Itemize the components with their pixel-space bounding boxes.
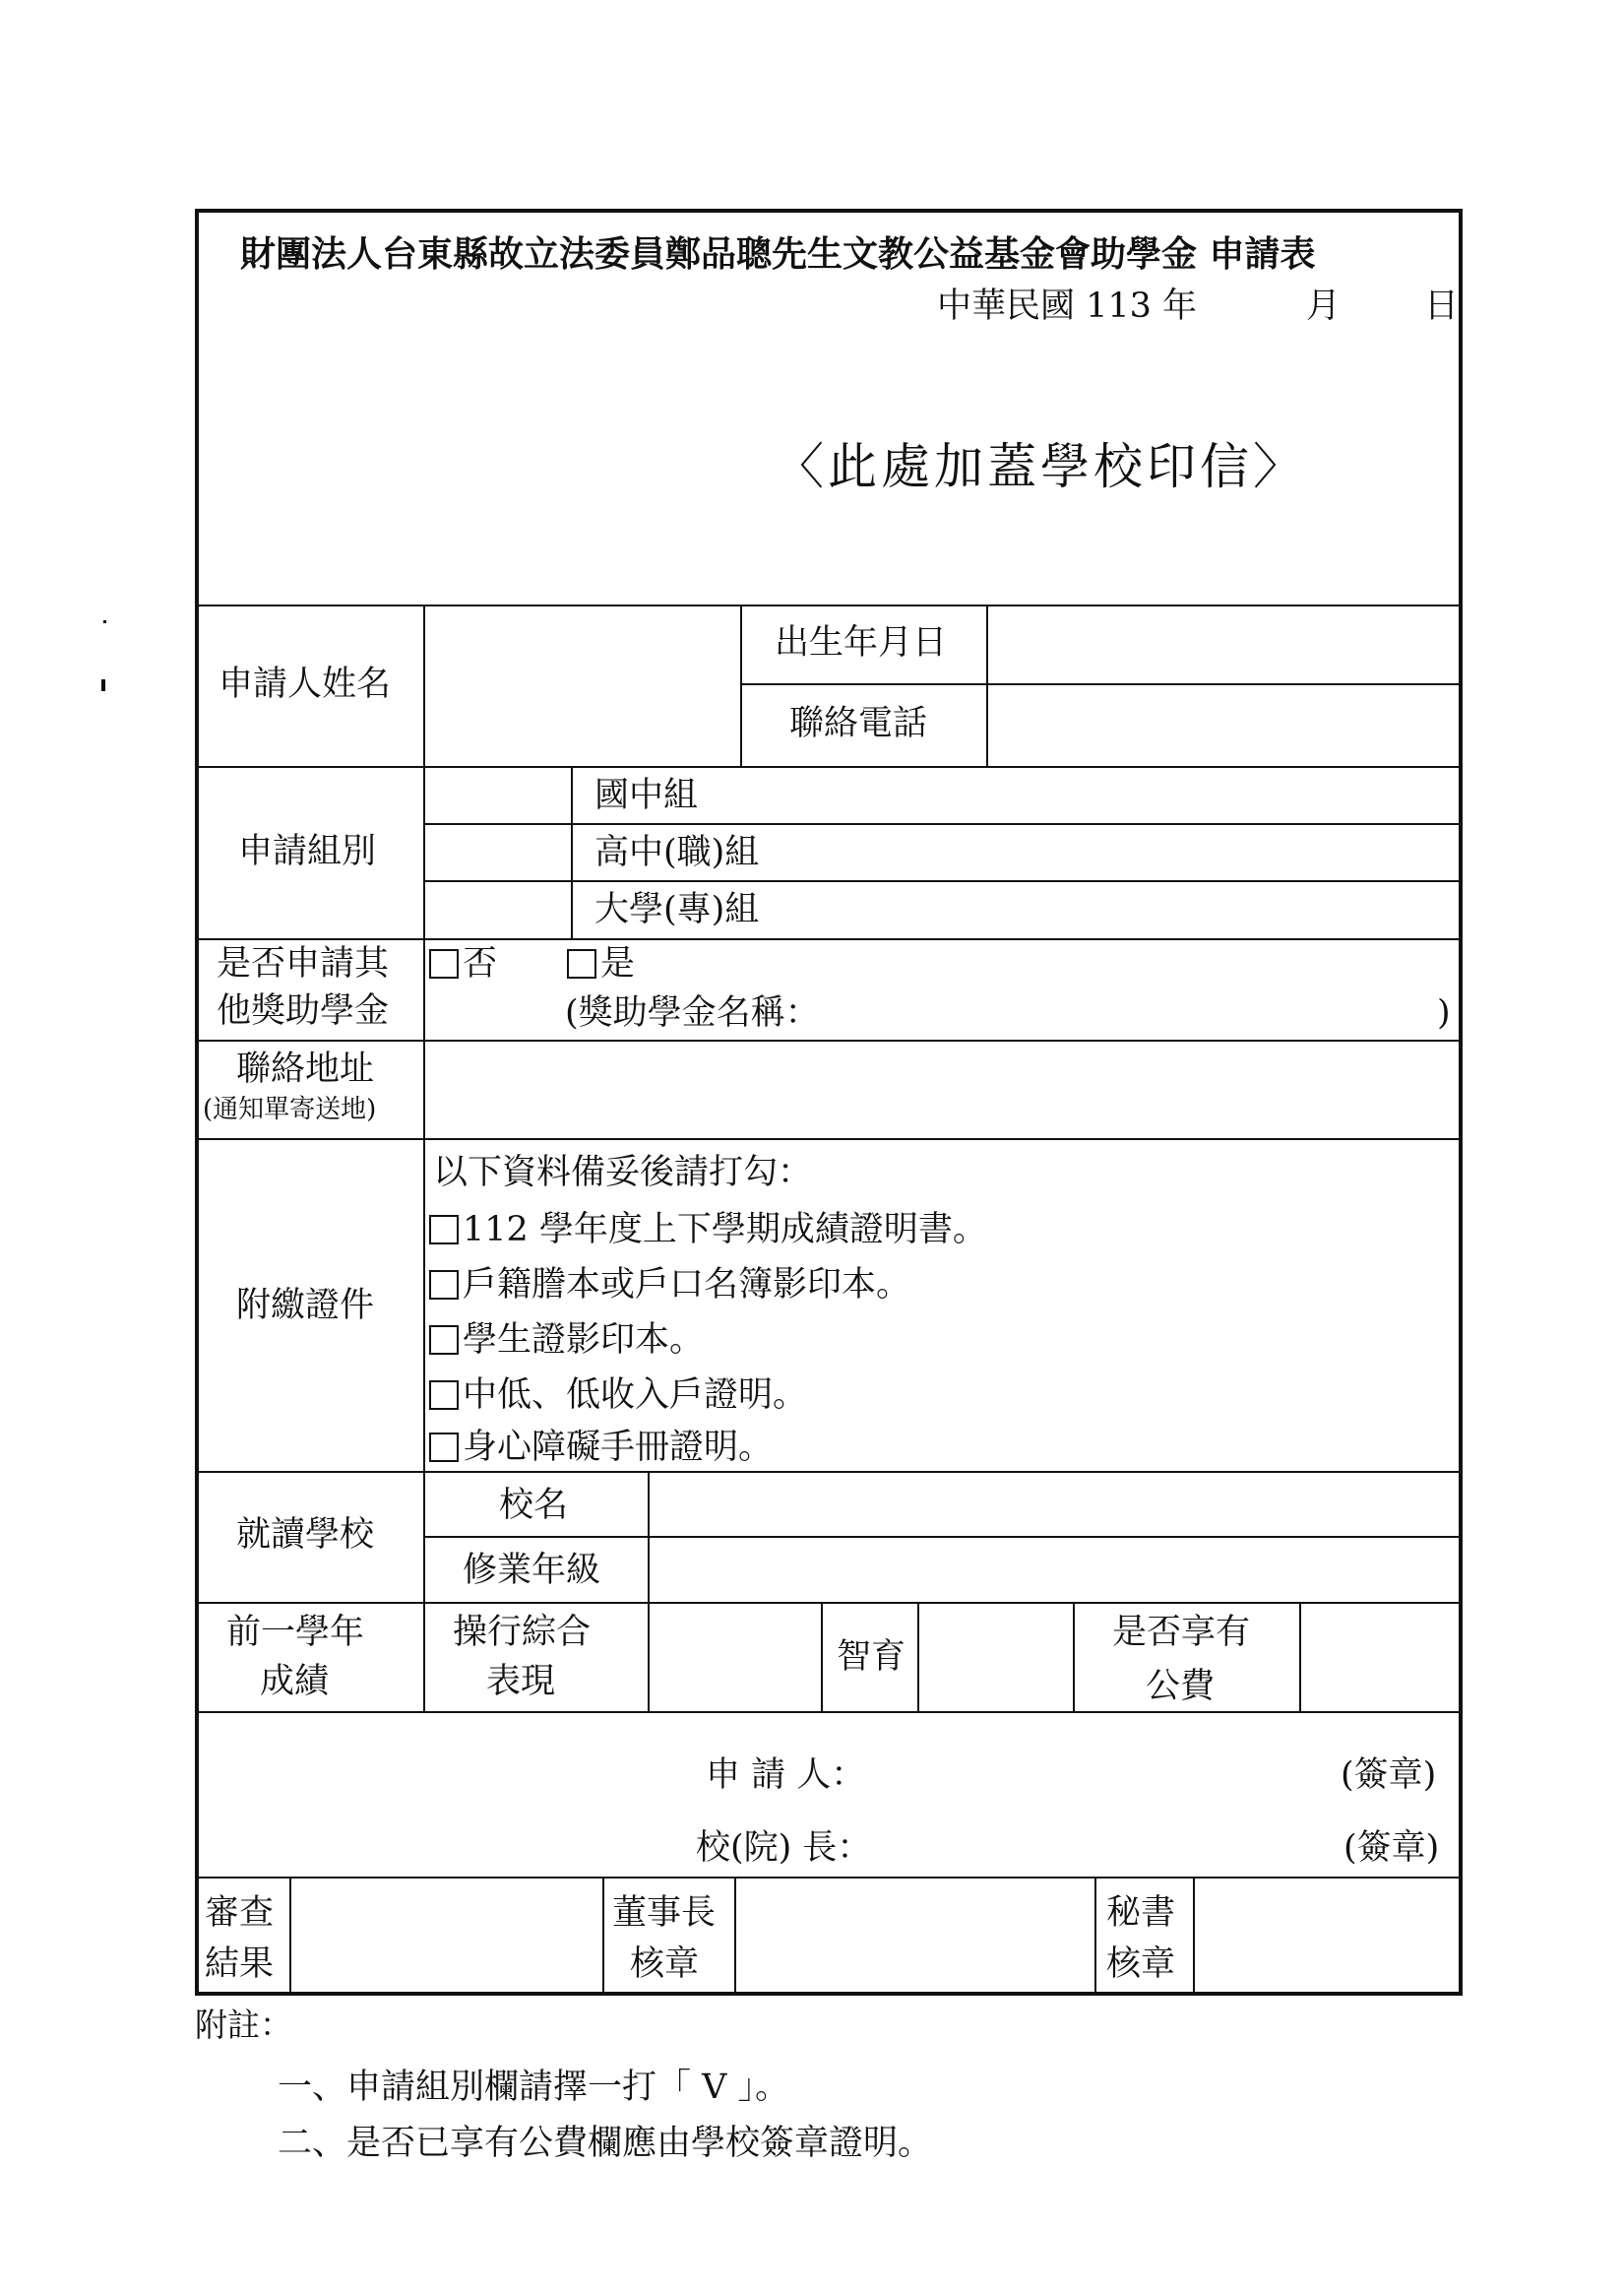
secretary-label-1: 秘書 [1106,1893,1176,1933]
divider [199,605,1459,606]
no-label: 否 [463,944,498,984]
intellect-score-field[interactable] [921,1606,1071,1709]
scan-dot [103,620,106,623]
grades-label-2: 成績 [260,1662,330,1701]
subsidy-label-2: 公費 [1146,1667,1216,1706]
group-label: 申請組別 [238,832,377,871]
divider [199,766,1459,768]
subsidy-field[interactable] [1303,1606,1455,1709]
grade-level-field[interactable] [652,1540,1455,1600]
scholarship-name-suffix: ) [1437,993,1451,1033]
checkbox-icon[interactable] [429,1380,459,1410]
divider [648,1471,650,1711]
divider [199,1602,1459,1604]
attachment-item[interactable]: 身心障礙手冊證明。 [429,1431,773,1465]
chairman-seal-field[interactable] [738,1880,1093,1992]
scholarship-name-prefix: (獎助學金名稱： [565,993,820,1033]
secretary-label-2: 核章 [1106,1944,1176,1984]
divider [423,1536,1459,1538]
divider [1299,1602,1301,1711]
divider [734,1877,736,1992]
conduct-label-1: 操行綜合 [453,1613,592,1652]
attachment-item[interactable]: 學生證影印本。 [429,1323,704,1358]
form-title: 財團法人台東縣故立法委員鄭品聰先生文教公益基金會助學金 申請表 [240,233,1316,275]
divider [740,605,742,766]
divider [199,1040,1459,1042]
principal-seal-label: (簽章) [1343,1828,1440,1868]
school-stamp-note: 〈此處加蓋學校印信〉 [775,438,1306,495]
date-month: 月 [1306,287,1342,326]
divider [740,683,1459,685]
other-scholarship-yes[interactable] [567,944,636,984]
group-option-college: 大學(專)組 [594,890,760,929]
notes-heading: 附註： [195,2006,292,2044]
school-label: 就讀學校 [236,1515,375,1555]
conduct-label-2: 表現 [486,1662,556,1701]
divider [1193,1877,1195,1992]
date-day: 日 [1424,287,1460,326]
group-check-senior[interactable] [427,827,569,878]
attachment-item[interactable]: 中低、低收入戶證明。 [429,1378,807,1413]
divider [1094,1877,1096,1992]
divider [423,880,1459,882]
divider [821,1602,823,1711]
divider [423,605,425,1711]
note-item: 二、是否已享有公費欄應由學校簽章證明。 [278,2124,933,2163]
divider [423,823,1459,825]
applicant-seal-label: (簽章) [1341,1755,1437,1795]
divider [199,1711,1459,1713]
other-scholarship-label-1: 是否申請其 [217,944,390,984]
review-result-label-1: 審查 [205,1893,275,1933]
divider [199,1877,1459,1879]
scan-mark [101,679,105,691]
date-year: 中華民國 113 年 [937,287,1198,326]
checkbox-icon[interactable] [567,949,596,979]
birth-date-label: 出生年月日 [775,623,948,663]
intellect-label: 智育 [837,1637,906,1677]
divider [289,1877,291,1992]
attachments-label: 附繳證件 [236,1286,375,1325]
group-check-junior[interactable] [427,770,569,821]
divider [199,938,1459,940]
phone-label: 聯絡電話 [789,704,928,743]
checkbox-icon[interactable] [429,1270,459,1300]
divider [986,605,988,766]
school-name-field[interactable] [652,1475,1455,1534]
other-scholarship-label-2: 他獎助學金 [217,991,390,1031]
principal-signature-label: 校(院) 長： [696,1828,872,1868]
note-item: 一、申請組別欄請擇一打「 V 」。 [278,2068,790,2107]
address-label: 聯絡地址 [236,1050,375,1089]
phone-field[interactable] [990,687,1455,764]
divider [199,1471,1459,1473]
group-check-college[interactable] [427,884,569,936]
chairman-label-1: 董事長 [612,1893,717,1933]
secretary-seal-field[interactable] [1197,1880,1455,1992]
divider [571,766,573,938]
divider [1073,1602,1075,1711]
applicant-name-label: 申請人姓名 [219,665,392,704]
review-result-label-2: 結果 [205,1944,275,1984]
group-option-junior: 國中組 [594,776,699,815]
review-result-field[interactable] [293,1880,600,1992]
checkbox-icon[interactable] [429,1433,459,1462]
grades-label-1: 前一學年 [226,1613,365,1652]
conduct-score-field[interactable] [652,1606,819,1709]
divider [917,1602,919,1711]
checkbox-icon[interactable] [429,1215,459,1244]
chairman-label-2: 核章 [630,1944,700,1984]
other-scholarship-no[interactable] [429,944,498,984]
application-form [195,209,1463,1996]
checkbox-icon[interactable] [429,1325,459,1355]
attachments-intro: 以下資料備妥後請打勾： [433,1153,813,1192]
subsidy-label-1: 是否享有 [1112,1613,1251,1652]
applicant-signature-label: 申 請 人： [706,1755,866,1795]
birth-date-field[interactable] [990,608,1455,681]
checkbox-icon[interactable] [429,949,459,979]
divider [602,1877,604,1992]
address-field[interactable] [427,1044,1455,1136]
group-option-senior: 高中(職)組 [594,833,760,872]
divider [199,1138,1459,1140]
school-name-label: 校名 [499,1486,569,1525]
yes-label: 是 [600,944,636,984]
grade-level-label: 修業年級 [463,1551,601,1590]
attachment-item[interactable]: 戶籍謄本或戶口名簿影印本。 [429,1268,910,1303]
attachment-item[interactable]: 112 學年度上下學期成績證明書。 [429,1213,987,1247]
applicant-name-field[interactable] [427,608,736,762]
address-sublabel: (通知單寄送地) [203,1095,377,1124]
